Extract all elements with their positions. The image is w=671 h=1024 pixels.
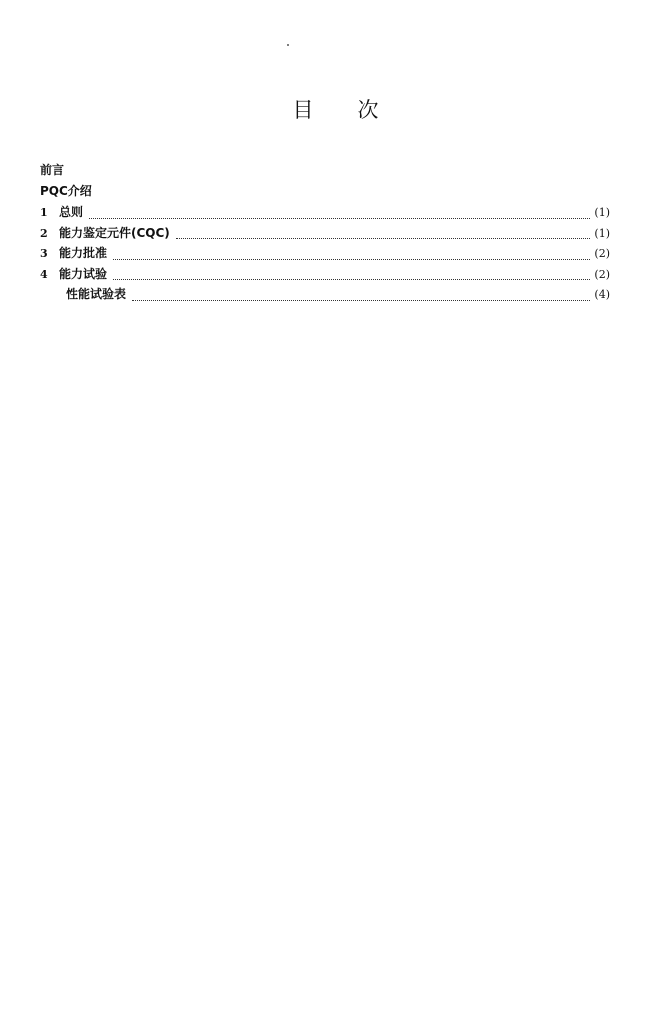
dot-leader bbox=[89, 217, 590, 219]
toc-entry[interactable] bbox=[40, 284, 610, 305]
toc-entry-label: 能力批准 bbox=[59, 246, 108, 260]
toc-entry-number: 3 bbox=[40, 247, 48, 260]
toc-entry-label: 能力鉴定元件(CQC) bbox=[59, 225, 170, 240]
dot-leader bbox=[113, 258, 590, 260]
toc-entry[interactable] bbox=[40, 243, 610, 264]
table-of-contents bbox=[40, 160, 610, 305]
toc-entry-number: 1 bbox=[40, 206, 48, 219]
dot-leader bbox=[132, 299, 590, 301]
toc-entry[interactable] bbox=[40, 264, 610, 285]
scan-speck bbox=[287, 44, 289, 46]
toc-entry-label: 能力试验 bbox=[59, 266, 108, 281]
toc-entry-number: 4 bbox=[40, 267, 48, 281]
toc-preface[interactable]: 前言 bbox=[40, 163, 65, 177]
toc-entry-page: (4) bbox=[594, 288, 610, 301]
toc-entry-page: (2) bbox=[594, 247, 610, 260]
dot-leader bbox=[176, 237, 591, 239]
dot-leader bbox=[113, 278, 590, 280]
toc-entry-label: 总则 bbox=[59, 205, 84, 219]
toc-entry-label: 性能试验表 bbox=[66, 287, 127, 301]
toc-entry-page: (2) bbox=[594, 267, 610, 281]
page-title: 目次 bbox=[292, 98, 423, 122]
toc-entry-page: (1) bbox=[594, 206, 610, 219]
toc-pqc-intro[interactable]: PQC介绍 bbox=[40, 184, 92, 198]
toc-entry-number: 2 bbox=[40, 226, 48, 240]
toc-entry[interactable] bbox=[40, 223, 610, 244]
toc-entry[interactable] bbox=[40, 202, 610, 223]
toc-entry-page: (1) bbox=[594, 226, 610, 240]
